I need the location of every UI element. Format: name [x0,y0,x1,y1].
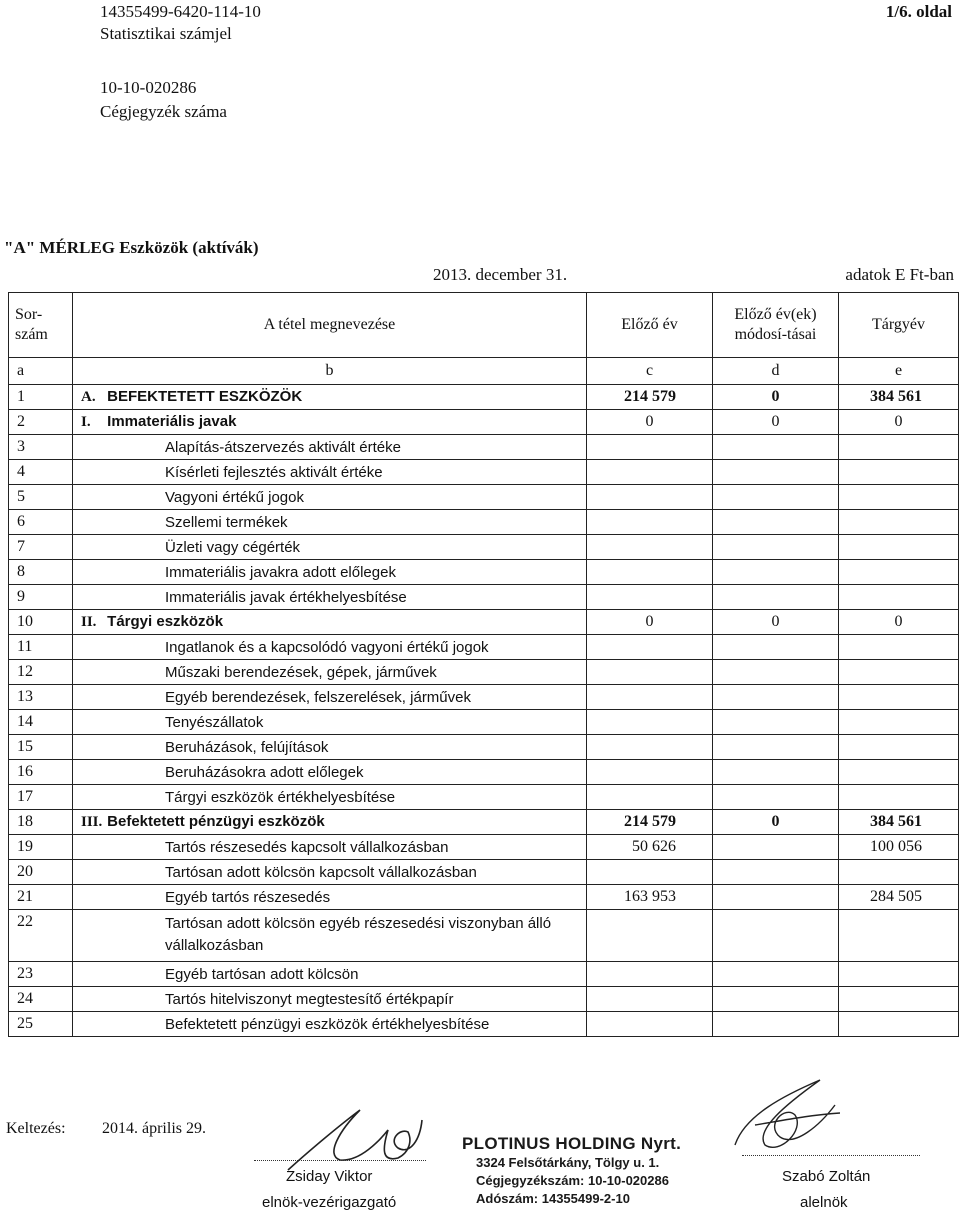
row-corrections [713,560,839,585]
page-number: 1/6. oldal [885,2,952,21]
row-label: Immateriális javak [107,413,237,430]
signature-szabo [725,1075,845,1165]
column-header-prev-year: Előző év [587,293,713,358]
row-prefix: III. [81,814,103,830]
row-index: 15 [9,735,73,760]
date-label: Keltezés: [6,1120,66,1137]
row-corrections [713,710,839,735]
row-corrections [713,760,839,785]
row-index: 6 [9,510,73,535]
row-corrections [713,485,839,510]
row-corrections [713,535,839,560]
row-label: Vagyoni értékű jogok [165,488,304,506]
row-name [73,885,587,910]
row-label: Egyéb berendezések, felszerelések, járművek [165,688,471,706]
column-header-current-year: Tárgyév [839,293,959,358]
signature-line-2 [742,1155,920,1156]
row-prev-year [587,760,713,785]
table-row [9,460,959,485]
table-row [9,385,959,410]
table-row [9,585,959,610]
row-index: 23 [9,962,73,987]
table-row [9,987,959,1012]
column-header-name: A tétel megnevezése [73,293,587,358]
row-prev-year [587,710,713,735]
row-index: 14 [9,710,73,735]
row-corrections [713,685,839,710]
row-name [73,760,587,785]
row-current-year [839,485,959,510]
row-prefix: A. [81,389,96,405]
row-label: BEFEKTETETT ESZKÖZÖK [107,388,303,405]
row-name [73,910,587,962]
row-index: 21 [9,885,73,910]
row-label: Tartós részesedés kapcsolt vállalkozásban [165,838,449,856]
row-index: 1 [9,385,73,410]
row-name [73,560,587,585]
table-row [9,710,959,735]
row-index: 18 [9,810,73,835]
table-row [9,810,959,835]
row-index: 24 [9,987,73,1012]
row-current-year [839,535,959,560]
row-label: Immateriális javakra adott előlegek [165,563,396,581]
row-label: Beruházásokra adott előlegek [165,763,364,781]
table-row [9,410,959,435]
row-prev-year [587,1012,713,1037]
row-current-year [839,560,959,585]
row-label: Egyéb tartós részesedés [165,888,331,906]
registry-number: 10-10-020286 [100,78,197,97]
row-index: 20 [9,860,73,885]
stamp-registry: Cégjegyzékszám: 10-10-020286 [476,1173,669,1188]
statistical-number-label: Statisztikai számjel [100,24,232,43]
row-label: Beruházások, felújítások [165,738,329,756]
row-prev-year [587,987,713,1012]
signer-1-name: Zsiday Viktor [286,1168,373,1185]
row-prev-year [587,485,713,510]
statistical-number: 14355499-6420-114-10 [100,2,261,21]
row-index: 10 [9,610,73,635]
row-corrections [713,435,839,460]
row-label: Tárgyi eszközök értékhelyesbítése [165,788,396,806]
row-corrections: 0 [713,410,839,435]
table-header-row [9,293,959,358]
row-prev-year [587,535,713,560]
signer-2-name: Szabó Zoltán [782,1168,871,1185]
row-label: Üzleti vagy cégérték [165,538,301,556]
row-index: 11 [9,635,73,660]
row-prev-year: 50 626 [587,835,713,860]
row-index: 12 [9,660,73,685]
row-prev-year: 214 579 [587,810,713,835]
row-corrections [713,1012,839,1037]
row-corrections [713,885,839,910]
row-name [73,660,587,685]
row-corrections [713,987,839,1012]
row-prefix: I. [81,414,91,430]
row-current-year: 384 561 [839,810,959,835]
balance-sheet-table [8,292,959,1037]
row-current-year [839,435,959,460]
row-corrections [713,860,839,885]
table-row [9,435,959,460]
row-label: Tenyészállatok [165,713,264,731]
column-letter: c [587,358,713,385]
row-corrections: 0 [713,385,839,410]
row-corrections [713,910,839,962]
row-label: Alapítás-átszervezés aktivált értéke [165,438,401,456]
row-prev-year [587,685,713,710]
row-index: 5 [9,485,73,510]
row-name [73,962,587,987]
row-label: Egyéb tartósan adott kölcsön [165,965,359,983]
row-current-year [839,710,959,735]
row-name [73,685,587,710]
row-current-year [839,910,959,962]
signer-1-role: elnök-vezérigazgató [262,1194,397,1211]
column-letters-row [9,358,959,385]
table-row [9,785,959,810]
row-label: Ingatlanok és a kapcsolódó vagyoni értékű jogok [165,638,489,656]
row-label: Befektetett pénzügyi eszközök [107,813,325,830]
column-letter: d [713,358,839,385]
row-prev-year [587,962,713,987]
row-name [73,835,587,860]
row-current-year: 284 505 [839,885,959,910]
row-prev-year [587,910,713,962]
row-prev-year [587,435,713,460]
table-row [9,560,959,585]
row-prev-year [587,860,713,885]
row-label: Immateriális javak értékhelyesbítése [165,588,407,606]
row-label: Tartós hitelviszonyt megtestesítő értékpapír [165,990,454,1008]
row-corrections: 0 [713,610,839,635]
table-row [9,510,959,535]
row-corrections [713,510,839,535]
table-row [9,1012,959,1037]
row-current-year [839,735,959,760]
document-title: "A" MÉRLEG Eszközök (aktívák) [4,238,259,257]
row-current-year: 384 561 [839,385,959,410]
row-label: Tartósan adott kölcsön egyéb részesedési viszonyban álló vállalkozásban [165,915,552,954]
table-row [9,635,959,660]
date-value: 2014. április 29. [102,1120,206,1137]
row-corrections [713,835,839,860]
column-header-corrections: Előző év(ek) módosí-tásai [713,293,839,358]
row-corrections [713,585,839,610]
row-prev-year [587,735,713,760]
row-prev-year [587,460,713,485]
row-index: 3 [9,435,73,460]
row-index: 25 [9,1012,73,1037]
row-name [73,510,587,535]
row-current-year [839,987,959,1012]
table-row [9,610,959,635]
row-name [73,735,587,760]
row-index: 7 [9,535,73,560]
row-prev-year [587,585,713,610]
row-index: 22 [9,910,73,962]
row-label: Szellemi termékek [165,513,288,531]
row-index: 16 [9,760,73,785]
stamp-company: PLOTINUS HOLDING Nyrt. [462,1134,682,1153]
column-letter: e [839,358,959,385]
row-name [73,785,587,810]
row-index: 19 [9,835,73,860]
row-corrections: 0 [713,810,839,835]
row-current-year [839,760,959,785]
column-letter: a [9,358,73,385]
row-current-year [839,685,959,710]
table-row [9,485,959,510]
company-stamp [462,1134,681,1208]
row-prefix: II. [81,614,97,630]
table-row [9,860,959,885]
signer-2-role: alelnök [800,1194,848,1211]
row-label: Tartósan adott kölcsön kapcsolt vállalkozásban [165,863,477,881]
row-index: 13 [9,685,73,710]
row-index: 4 [9,460,73,485]
balance-date: 2013. december 31. [433,265,568,284]
row-corrections [713,962,839,987]
row-current-year [839,1012,959,1037]
row-label: Tárgyi eszközök [107,613,224,630]
row-label: Műszaki berendezések, gépek, járművek [165,663,437,681]
row-name [73,435,587,460]
row-current-year: 100 056 [839,835,959,860]
row-label: Befektetett pénzügyi eszközök értékhelyesbítése [165,1015,490,1033]
row-index: 9 [9,585,73,610]
row-prev-year: 163 953 [587,885,713,910]
row-current-year [839,860,959,885]
row-name [73,860,587,885]
table-row [9,835,959,860]
row-current-year [839,510,959,535]
row-prev-year: 0 [587,610,713,635]
table-row [9,660,959,685]
stamp-address: 3324 Felsőtárkány, Tölgy u. 1. [476,1155,660,1170]
row-index: 8 [9,560,73,585]
table-row [9,685,959,710]
row-name [73,585,587,610]
column-letter: b [73,358,587,385]
row-name [73,485,587,510]
row-current-year: 0 [839,610,959,635]
row-name [73,610,587,635]
row-name [73,987,587,1012]
table-row [9,910,959,962]
signature-line-1 [254,1160,426,1161]
table-row [9,535,959,560]
row-prev-year [587,785,713,810]
row-index: 17 [9,785,73,810]
row-prev-year [587,635,713,660]
row-index: 2 [9,410,73,435]
row-prev-year: 0 [587,410,713,435]
row-prev-year [587,510,713,535]
row-name [73,810,587,835]
row-corrections [713,660,839,685]
table-row [9,885,959,910]
row-name [73,460,587,485]
column-header-index: Sor- szám [9,293,73,358]
row-prev-year: 214 579 [587,385,713,410]
table-row [9,962,959,987]
row-current-year [839,635,959,660]
registry-number-label: Cégjegyzék száma [100,102,227,121]
row-name [73,710,587,735]
row-current-year: 0 [839,410,959,435]
stamp-tax: Adószám: 14355499-2-10 [476,1191,630,1206]
row-current-year [839,785,959,810]
table-row [9,760,959,785]
row-label: Kísérleti fejlesztés aktivált értéke [165,463,383,481]
row-corrections [713,735,839,760]
row-corrections [713,635,839,660]
row-current-year [839,660,959,685]
row-name [73,1012,587,1037]
row-corrections [713,460,839,485]
row-corrections [713,785,839,810]
unit-note: adatok E Ft-ban [845,265,954,284]
row-current-year [839,585,959,610]
row-prev-year [587,660,713,685]
row-name [73,535,587,560]
row-name [73,635,587,660]
table-row [9,735,959,760]
row-prev-year [587,560,713,585]
row-current-year [839,460,959,485]
row-current-year [839,962,959,987]
row-name [73,410,587,435]
row-name [73,385,587,410]
